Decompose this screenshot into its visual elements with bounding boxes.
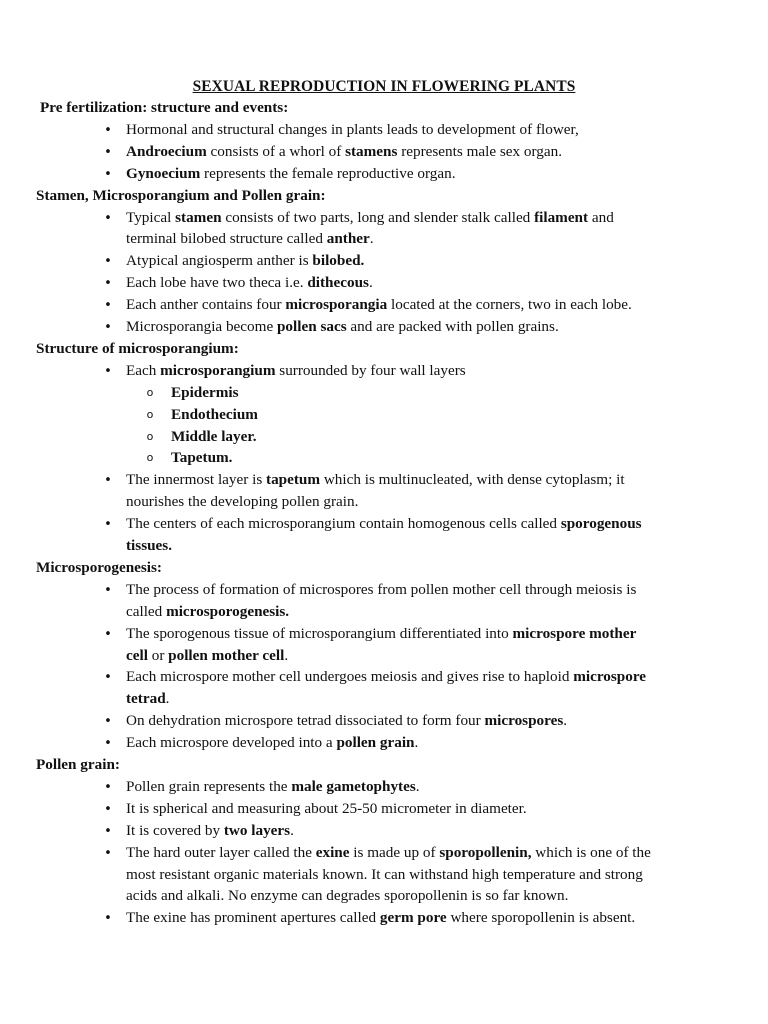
list-item-text	[126, 645, 288, 667]
bullet-icon	[104, 623, 112, 646]
text-run: It is covered by	[126, 821, 224, 839]
list-item-text	[126, 907, 635, 929]
bullet-icon	[104, 207, 112, 230]
list-item-text	[126, 732, 418, 754]
text-run: which is multinucleated, with dense cytoplasm; it	[320, 471, 625, 489]
text-run: .	[369, 230, 374, 248]
bold-term: sporogenous	[560, 515, 642, 533]
text-run: terminal bilobed structure called	[126, 230, 327, 248]
list-item-text	[126, 535, 172, 557]
bullet-icon	[104, 316, 112, 339]
bullet-icon	[104, 163, 112, 186]
list-item-text	[126, 469, 625, 491]
bold-term: microsporogenesis.	[166, 602, 290, 620]
bold-term: cell	[126, 646, 148, 664]
bold-term: two layers	[223, 821, 291, 839]
circle-bullet-icon: o	[146, 385, 154, 399]
text-run: The centers of each microsporangium contain homogenous cells called	[126, 515, 561, 533]
bold-term: tissues.	[126, 537, 172, 554]
list-item-text	[126, 842, 651, 864]
bold-term: pollen mother cell	[168, 646, 285, 664]
bold-term: dithecous	[307, 274, 369, 292]
list-item-text: most resistant organic materials known. It can withstand high temperature and strong	[126, 865, 643, 883]
text-run: Each lobe have two theca i.e.	[126, 274, 308, 292]
list-item-text	[171, 382, 239, 404]
text-run: called	[126, 602, 167, 620]
text-run: or	[147, 646, 169, 664]
list-item-text	[126, 820, 294, 842]
text-run: is made up of	[349, 843, 440, 861]
list-item-text: nourishes the developing pollen grain.	[126, 493, 359, 511]
text-run: The sporogenous tissue of microsporangium differentiated into	[126, 624, 513, 642]
bullet-icon	[104, 820, 112, 843]
text-run: The hard outer layer called the	[126, 843, 316, 861]
text-run: Microsporangia become	[126, 318, 277, 335]
list-item-text	[126, 294, 632, 316]
bullet-icon	[104, 798, 112, 821]
list-item-text	[171, 447, 232, 469]
text-run: consists of two parts, long and slender stalk called	[221, 208, 535, 226]
list-item-text	[171, 404, 258, 426]
text-run: .	[563, 712, 568, 730]
list-item-text	[126, 513, 642, 535]
bullet-icon	[104, 666, 112, 689]
text-run: The exine has prominent apertures called	[126, 909, 380, 927]
heading-text: Microsporogenesis:	[36, 558, 162, 576]
bullet-icon	[104, 119, 112, 142]
list-item-text	[126, 623, 636, 645]
bold-term: germ pore	[379, 909, 447, 927]
heading-text: Structure of microsporangium:	[36, 339, 239, 357]
list-item-text: It is spherical and measuring about 25-50 micrometer in diameter.	[126, 799, 527, 817]
list-item-text	[126, 272, 373, 294]
bold-term: anther	[326, 230, 370, 248]
list-item-text	[126, 688, 169, 710]
bold-term: stamens	[345, 142, 398, 160]
bold-term: sporopollenin,	[439, 843, 532, 861]
text-run: Each microspore mother cell undergoes meiosis and gives rise to haploid	[126, 668, 574, 686]
text-run: .	[415, 777, 420, 795]
bold-term: bilobed.	[312, 252, 365, 270]
bold-term: Endothecium	[171, 405, 258, 423]
bold-term: male gametophytes	[291, 777, 416, 795]
text-run: .	[290, 821, 294, 839]
document-title: SEXUAL REPRODUCTION IN FLOWERING PLANTS	[192, 78, 576, 95]
text-run: located at the corners, two in each lobe.	[387, 296, 632, 314]
bullet-icon	[104, 732, 112, 755]
bold-term: Androecium	[126, 142, 207, 160]
heading-text: Pollen grain:	[36, 756, 120, 773]
bullet-icon	[104, 469, 112, 492]
bold-term: microsporangium	[160, 361, 276, 379]
text-run: surrounded by four wall layers	[275, 361, 466, 379]
bold-term: Gynoecium	[126, 164, 201, 182]
list-item-text	[126, 228, 374, 250]
bullet-icon	[104, 776, 112, 799]
text-run: where sporopollenin is absent.	[446, 909, 636, 927]
bold-term: Tapetum.	[171, 449, 233, 467]
bold-term: pollen sacs	[276, 318, 347, 335]
list-item-text	[126, 163, 456, 185]
circle-bullet-icon: o	[146, 407, 154, 421]
text-run: .	[414, 734, 419, 752]
text-run: .	[284, 646, 289, 664]
list-item-text: Hormonal and structural changes in plants leads to development of flower,	[126, 120, 579, 138]
text-run: .	[165, 690, 170, 708]
bold-term: filament	[534, 208, 589, 226]
bold-term: pollen grain	[336, 734, 415, 752]
bold-term: microspores	[484, 712, 564, 730]
text-run: Each microspore developed into a	[126, 734, 337, 752]
bullet-icon	[104, 250, 112, 273]
bullet-icon	[104, 842, 112, 865]
bold-term: microsporangia	[285, 296, 388, 314]
circle-bullet-icon: o	[146, 451, 154, 465]
bullet-icon	[104, 907, 112, 930]
list-item-text	[126, 360, 466, 382]
bold-term: Middle layer.	[171, 427, 257, 445]
bullet-icon	[104, 579, 112, 602]
list-item-text	[126, 666, 646, 688]
text-run: Atypical angiosperm anther is	[126, 252, 313, 270]
bold-term: exine	[315, 843, 350, 861]
list-item-text	[126, 601, 289, 623]
list-item-text	[126, 141, 562, 163]
bold-term: microspore	[573, 668, 647, 686]
text-run: Typical	[126, 208, 176, 226]
text-run: .	[368, 274, 373, 292]
bold-term: tapetum	[266, 471, 321, 489]
list-item-text: The process of formation of microspores from pollen mother cell through meiosis is	[126, 580, 637, 598]
circle-bullet-icon: o	[146, 429, 154, 443]
list-item-text: acids and alkali. No enzyme can degrades sporopollenin is so far known.	[126, 887, 569, 905]
text-run: Each anther contains four	[126, 296, 286, 314]
text-run: represents the female reproductive organ.	[200, 164, 456, 182]
bold-term: stamen	[175, 208, 222, 226]
text-run: consists of a whorl of	[206, 142, 346, 160]
text-run: and are packed with pollen grains.	[346, 318, 559, 335]
bullet-icon	[104, 294, 112, 317]
text-run: On dehydration microspore tetrad dissociated to form four	[126, 712, 485, 730]
list-item-text	[126, 250, 364, 272]
bullet-icon	[104, 513, 112, 536]
list-item-text	[126, 710, 567, 732]
text-run: which is one of the	[531, 843, 651, 861]
bullet-icon	[104, 360, 112, 383]
text-run: and	[588, 208, 614, 226]
text-run: represents male sex organ.	[397, 142, 563, 160]
list-item-text	[126, 776, 420, 798]
bullet-icon	[104, 272, 112, 295]
bold-term: tetrad	[126, 690, 166, 708]
list-item-text	[171, 426, 257, 448]
heading-text: Pre fertilization: structure and events:	[40, 99, 289, 116]
bullet-icon	[104, 141, 112, 164]
list-item-text	[126, 316, 559, 338]
heading-text: Stamen, Microsporangium and Pollen grain:	[36, 186, 326, 204]
text-run: The innermost layer is	[126, 471, 267, 489]
text-run: Each	[126, 361, 161, 379]
bold-term: microspore mother	[512, 624, 637, 642]
text-run: Pollen grain represents the	[126, 777, 292, 795]
list-item-text	[126, 207, 614, 229]
bullet-icon	[104, 710, 112, 733]
bold-term: Epidermis	[171, 383, 239, 401]
